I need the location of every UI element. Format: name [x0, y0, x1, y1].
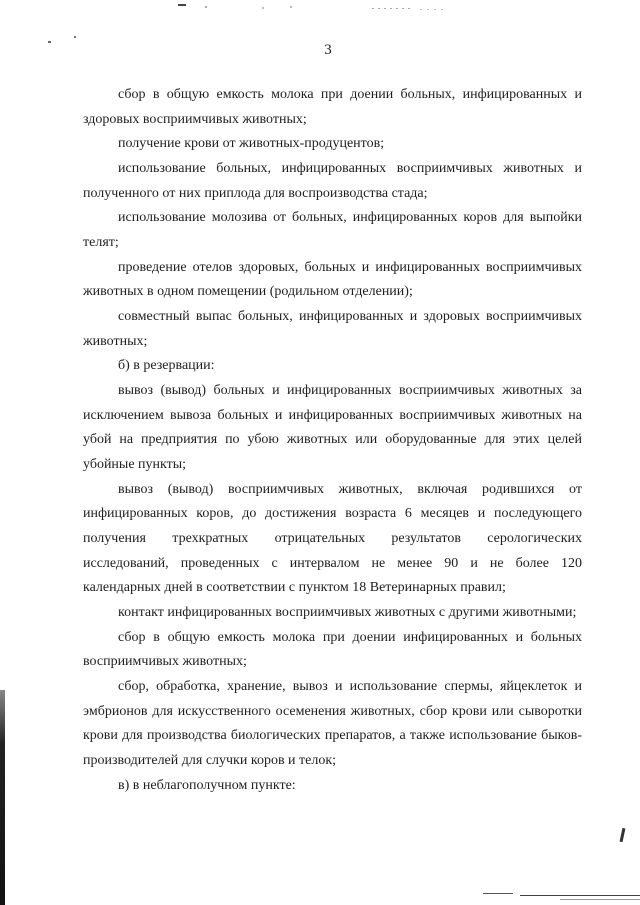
- text-line: календарных дней в соответствии с пунктом 18 Ветеринарных правил;: [83, 580, 506, 596]
- text-line: контакт инфицированных восприимчивых животных с другими животными;: [118, 605, 577, 621]
- scan-artifact: [290, 6, 292, 8]
- text-line: проведение отелов здоровых, больных и инфицированных восприимчивых: [118, 259, 582, 275]
- text-line: здоровых восприимчивых животных;: [83, 111, 307, 127]
- text-line: животных;: [83, 333, 148, 349]
- clause-paragraph: [83, 626, 582, 675]
- scan-artifact: [262, 7, 264, 9]
- scan-artifact: [0, 690, 5, 905]
- text-line: эмбрионов для искусственного осеменения животных, сбор крови или сыворотки: [83, 703, 582, 719]
- scan-artifact: [205, 6, 207, 8]
- clause-paragraph: [83, 132, 582, 157]
- text-line: убой на предприятия по убою животных или оборудованные для этих целей: [83, 432, 582, 448]
- text-line: совместный выпас больных, инфицированных и здоровых восприимчивых: [118, 309, 582, 325]
- scan-artifact: [178, 4, 186, 6]
- text-line: крови для производства биологических препаратов, а также использование быков-: [83, 728, 582, 744]
- scan-artifact: [520, 895, 640, 896]
- scan-artifact: [372, 8, 412, 9]
- clause-paragraph: [83, 83, 582, 132]
- clause-paragraph: [83, 256, 582, 305]
- text-line: получение крови от животных-продуцентов;: [118, 136, 385, 152]
- text-line: сбор в общую емкость молока при доении инфицированных и больных: [118, 629, 582, 645]
- page-number: 3: [324, 42, 332, 58]
- clause-paragraph: [83, 157, 582, 206]
- text-line: в) в неблагополучном пункте:: [118, 777, 296, 793]
- text-line: убойные пункты;: [83, 457, 187, 473]
- clause-paragraph: [83, 601, 582, 626]
- text-line: вывоз (вывод) больных и инфицированных восприимчивых животных за: [118, 383, 582, 399]
- text-line: использование больных, инфицированных восприимчивых животных и: [118, 161, 582, 177]
- scan-artifact: [48, 41, 51, 43]
- text-line: восприимчивых животных;: [83, 654, 247, 670]
- scan-artifact: [420, 9, 444, 10]
- text-line: получения трехкратных отрицательных результатов серологических: [83, 531, 582, 547]
- text-line: вывоз (вывод) восприимчивых животных, включая родившихся от: [118, 481, 582, 497]
- text-line: сбор, обработка, хранение, вывоз и использование спермы, яйцеклеток и: [118, 679, 582, 695]
- subsection-heading: [83, 774, 582, 799]
- clause-paragraph: [83, 478, 582, 601]
- text-line: полученного от них приплода для воспроизводства стада;: [83, 185, 428, 201]
- subsection-heading: [83, 354, 582, 379]
- text-line: производителей для случки коров и телок;: [83, 753, 337, 769]
- scan-artifact: [483, 893, 513, 894]
- text-line: инфицированных коров, до достижения возраста 6 месяцев и последующего: [83, 506, 582, 522]
- scan-artifact: [560, 899, 640, 900]
- clause-paragraph: [83, 379, 582, 478]
- text-line: исключением вывоза больных и инфицированных восприимчивых животных на: [83, 407, 582, 423]
- scan-artifact: [74, 36, 76, 38]
- document-body: [83, 83, 582, 798]
- text-line: исследований, проведенных с интервалом не менее 90 и не более 120: [83, 555, 582, 571]
- clause-paragraph: [83, 305, 582, 354]
- text-line: животных в одном помещении (родильном отделении);: [83, 284, 413, 300]
- clause-paragraph: [83, 206, 582, 255]
- clause-paragraph: [83, 675, 582, 774]
- text-line: использование молозива от больных, инфицированных коров для выпойки: [118, 210, 582, 226]
- scan-artifact: [620, 828, 626, 842]
- text-line: б) в резервации:: [118, 358, 215, 374]
- text-line: сбор в общую емкость молока при доении больных, инфицированных и: [118, 87, 582, 102]
- text-line: телят;: [83, 235, 119, 251]
